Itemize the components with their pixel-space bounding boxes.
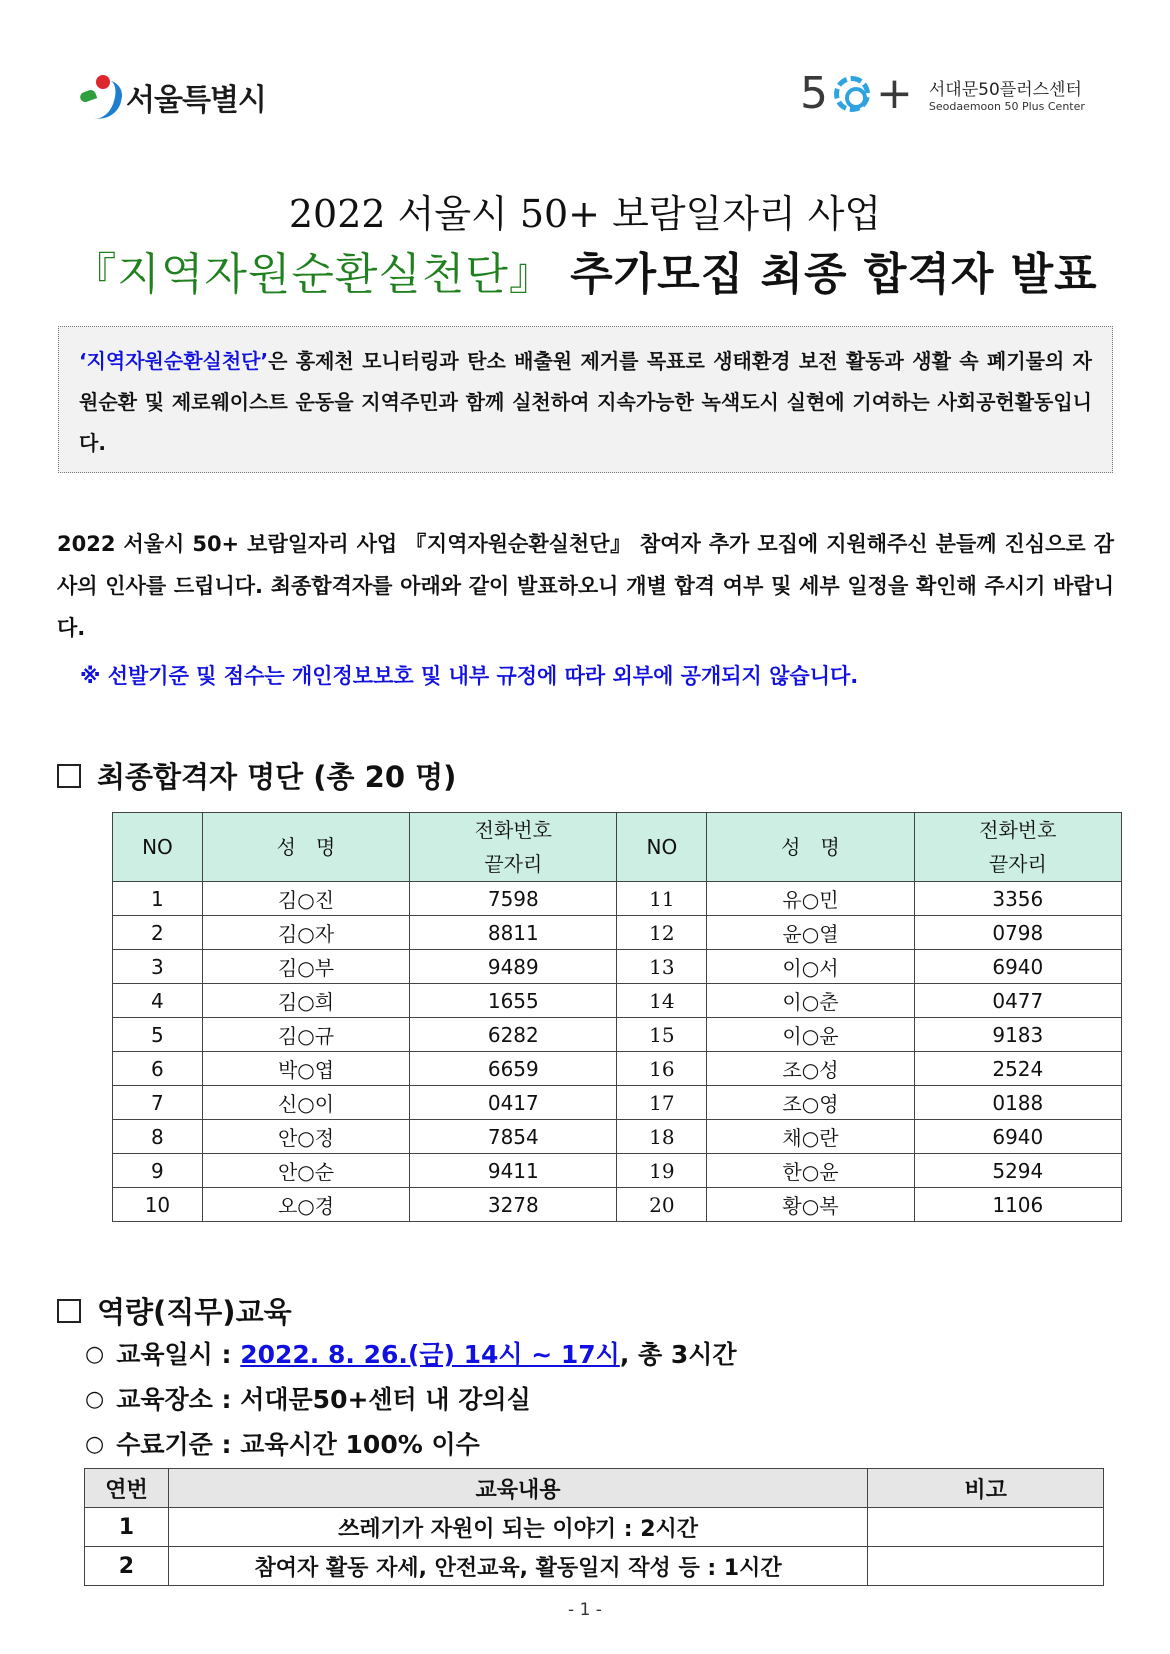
seoul-emblem-icon xyxy=(80,73,122,121)
cell-phone: 0188 xyxy=(914,1086,1121,1120)
cell-name: 신○이 xyxy=(202,1086,409,1120)
cell-no: 1 xyxy=(113,882,203,916)
seodaemun-50plus-logo xyxy=(800,68,1085,119)
table-row xyxy=(113,1188,1122,1222)
col-name: 성 명 xyxy=(202,813,409,882)
cell-name: 오○경 xyxy=(202,1188,409,1222)
cell-name: 조○영 xyxy=(707,1086,914,1120)
cell-phone: 3278 xyxy=(410,1188,617,1222)
table-row xyxy=(113,1086,1122,1120)
program-description: 은 홍제천 모니터링과 탄소 배출원 제거를 목표로 생태환경 보전 활동과 생활 속 폐기물의 자원순환 및 제로웨이스트 운동을 지역주민과 함께 실천하여 지속가능한 녹색도시 실현에 기여하는 사회공헌활동입니다. xyxy=(79,349,1092,455)
cell-phone: 1106 xyxy=(914,1188,1121,1222)
page-title-line1: 2022 서울시 50+ 보람일자리 사업 xyxy=(288,192,882,236)
cell-name: 김○희 xyxy=(202,984,409,1018)
cell-no: 20 xyxy=(617,1188,707,1222)
cell-no: 15 xyxy=(617,1018,707,1052)
table-row xyxy=(113,1154,1122,1188)
cell-phone: 1655 xyxy=(410,984,617,1018)
table-row: 2 참여자 활동 자세, 안전교육, 활동일지 작성 등 : 1시간 xyxy=(85,1547,1104,1586)
cell-no: 11 xyxy=(617,882,707,916)
logo-digit: 5 xyxy=(800,68,828,119)
completion-criteria: ○ 수료기준 : 교육시간 100% 이수 xyxy=(85,1422,737,1467)
table-row xyxy=(113,984,1122,1018)
col-content: 교육내용 xyxy=(168,1469,867,1508)
cell-phone: 7854 xyxy=(410,1120,617,1154)
cell-phone: 9489 xyxy=(410,950,617,984)
square-bullet-icon xyxy=(57,1299,81,1323)
cell-no: 10 xyxy=(113,1188,203,1222)
cell-no: 12 xyxy=(617,916,707,950)
table-header-row xyxy=(113,813,1122,882)
cell-phone: 3356 xyxy=(914,882,1121,916)
cell-name: 윤○열 xyxy=(707,916,914,950)
cell-phone: 0417 xyxy=(410,1086,617,1120)
education-content-table xyxy=(84,1468,1104,1586)
cell-no: 18 xyxy=(617,1120,707,1154)
seoul-logo-text: 서울특별시 xyxy=(126,83,266,118)
cell-no: 9 xyxy=(113,1154,203,1188)
cell-name: 김○진 xyxy=(202,882,409,916)
education-location: ○ 교육장소 : 서대문50+센터 내 강의실 xyxy=(85,1377,737,1422)
col-no: NO xyxy=(113,813,203,882)
cell-no: 17 xyxy=(617,1086,707,1120)
cell-phone: 6659 xyxy=(410,1052,617,1086)
table-row xyxy=(113,1052,1122,1086)
cell-no: 19 xyxy=(617,1154,707,1188)
col-seq: 연번 xyxy=(85,1469,169,1508)
cell-phone: 9411 xyxy=(410,1154,617,1188)
cell-name: 이○춘 xyxy=(707,984,914,1018)
cell-name: 조○성 xyxy=(707,1052,914,1086)
seoul-city-logo xyxy=(80,72,266,122)
table-row xyxy=(113,1120,1122,1154)
cell-phone: 0477 xyxy=(914,984,1121,1018)
table-row: 1 쓰레기가 자원이 되는 이야기 : 2시간 xyxy=(85,1508,1104,1547)
program-name-highlight: ‘지역자원순환실천단’ xyxy=(79,349,269,373)
col-name-2: 성 명 xyxy=(707,813,914,882)
roster-heading-text: 최종합격자 명단 (총 20 명) xyxy=(97,760,457,794)
center-name-english: Seodaemoon 50 Plus Center xyxy=(928,100,1085,113)
cell-no: 16 xyxy=(617,1052,707,1086)
cell-phone: 6940 xyxy=(914,950,1121,984)
education-details xyxy=(85,1332,737,1467)
col-remarks: 비고 xyxy=(868,1469,1104,1508)
title-suffix: 추가모집 최종 합격자 발표 xyxy=(553,249,1098,300)
circle-bullet-icon: ○ xyxy=(85,1342,105,1367)
cell-no: 7 xyxy=(113,1086,203,1120)
cell-phone: 2524 xyxy=(914,1052,1121,1086)
cell-no: 2 xyxy=(113,916,203,950)
page-number: - 1 - xyxy=(568,1600,602,1620)
cell-name: 유○민 xyxy=(707,882,914,916)
cell-phone: 9183 xyxy=(914,1018,1121,1052)
cell-name: 이○서 xyxy=(707,950,914,984)
program-description-box xyxy=(58,326,1113,473)
cell-name: 김○자 xyxy=(202,916,409,950)
cell-name: 채○란 xyxy=(707,1120,914,1154)
education-datetime: ○ 교육일시 : 2022. 8. 26.(금) 14시 ~ 17시, 총 3시간 xyxy=(85,1332,737,1377)
cell-phone: 6940 xyxy=(914,1120,1121,1154)
cell-name: 김○부 xyxy=(202,950,409,984)
square-bullet-icon xyxy=(57,764,81,788)
circle-bullet-icon: ○ xyxy=(85,1432,105,1457)
col-phone: 전화번호 끝자리 xyxy=(410,813,617,882)
page-title-line2 xyxy=(0,238,1170,302)
education-section-heading xyxy=(57,1290,292,1331)
education-heading-text: 역량(직무)교육 xyxy=(97,1295,292,1329)
table-row xyxy=(113,1018,1122,1052)
cell-phone: 7598 xyxy=(410,882,617,916)
cell-name: 한○윤 xyxy=(707,1154,914,1188)
cell-no: 3 xyxy=(113,950,203,984)
cell-name: 안○순 xyxy=(202,1154,409,1188)
cell-phone: 6282 xyxy=(410,1018,617,1052)
cell-name: 김○규 xyxy=(202,1018,409,1052)
cell-no: 8 xyxy=(113,1120,203,1154)
cell-no: 5 xyxy=(113,1018,203,1052)
col-phone-2: 전화번호 끝자리 xyxy=(914,813,1121,882)
plus-icon: + xyxy=(876,68,913,119)
final-roster-table xyxy=(112,812,1122,1222)
cell-name: 박○엽 xyxy=(202,1052,409,1086)
cell-name: 이○윤 xyxy=(707,1018,914,1052)
table-header-row xyxy=(85,1469,1104,1508)
center-name-korean: 서대문50플러스센터 xyxy=(928,80,1082,100)
ring-zero-icon xyxy=(834,76,870,112)
cell-phone: 5294 xyxy=(914,1154,1121,1188)
cell-no: 14 xyxy=(617,984,707,1018)
table-row xyxy=(113,882,1122,916)
table-row xyxy=(113,916,1122,950)
cell-phone: 8811 xyxy=(410,916,617,950)
cell-name: 황○복 xyxy=(707,1188,914,1222)
cell-no: 4 xyxy=(113,984,203,1018)
education-date-link[interactable]: 2022. 8. 26.(금) 14시 ~ 17시 xyxy=(240,1340,620,1369)
cell-name: 안○정 xyxy=(202,1120,409,1154)
announcement-paragraph: 2022 서울시 50+ 보람일자리 사업 『지역자원순환실천단』 참여자 추가 모집에 지원해주신 분들께 진심으로 감사의 인사를 드립니다. 최종합격자를 아래와 같이 발표하오니 개별 합격 여부 및 세부 일정을 확인해 주시기 바랍니다. xyxy=(57,532,1114,640)
cell-phone: 0798 xyxy=(914,916,1121,950)
table-row xyxy=(113,950,1122,984)
roster-section-heading xyxy=(57,755,456,796)
disclosure-note: ※ 선발기준 및 점수는 개인정보보호 및 내부 규정에 따라 외부에 공개되지 않습니다. xyxy=(80,664,859,688)
col-no-2: NO xyxy=(617,813,707,882)
circle-bullet-icon: ○ xyxy=(85,1387,105,1412)
program-name: 『지역자원순환실천단』 xyxy=(72,249,554,300)
cell-no: 13 xyxy=(617,950,707,984)
cell-no: 6 xyxy=(113,1052,203,1086)
